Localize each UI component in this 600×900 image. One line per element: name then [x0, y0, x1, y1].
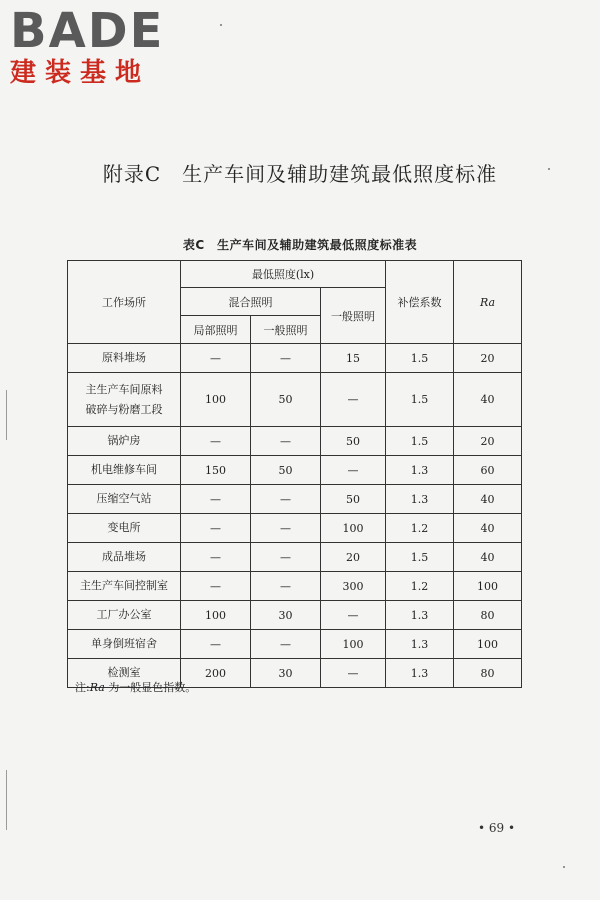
speck: [220, 24, 222, 26]
cell-compensation: 1.3: [386, 485, 454, 514]
cell-compensation: 1.5: [386, 543, 454, 572]
cell-local-lighting: 100: [181, 373, 251, 427]
note-text: 为一般显色指数。: [108, 681, 197, 694]
scan-edge-line: [6, 390, 7, 440]
cell-local-lighting: —: [181, 344, 251, 373]
workplace-line: 主生产车间控制室: [80, 579, 168, 592]
cell-general-in-mixed: —: [251, 630, 321, 659]
cell-ra: 60: [454, 456, 522, 485]
cell-workplace: [68, 456, 181, 485]
logo-subtitle: 建装基地: [10, 58, 151, 88]
cell-workplace: [68, 514, 181, 543]
cell-compensation: 1.5: [386, 427, 454, 456]
table-body: [68, 344, 522, 688]
cell-general-in-mixed: —: [251, 514, 321, 543]
illuminance-table: [67, 260, 522, 688]
table-title: 表C 生产车间及辅助建筑最低照度标准表: [182, 238, 418, 252]
cell-local-lighting: 100: [181, 601, 251, 630]
cell-workplace: [68, 373, 181, 427]
table-row: [68, 456, 522, 485]
cell-general-lighting: 100: [321, 630, 386, 659]
cell-general-in-mixed: —: [251, 344, 321, 373]
cell-compensation: 1.3: [386, 659, 454, 688]
cell-workplace: [68, 572, 181, 601]
cell-general-lighting: —: [321, 456, 386, 485]
cell-compensation: 1.3: [386, 630, 454, 659]
cell-workplace: [68, 485, 181, 514]
logo-word: BADE: [10, 3, 165, 59]
header-mixed-lighting: 混合照明: [181, 288, 321, 316]
workplace-line: 破碎与粉磨工段: [85, 402, 163, 416]
cell-local-lighting: —: [181, 427, 251, 456]
workplace-line: 工厂办公室: [96, 608, 152, 621]
header-min-illuminance: 最低照度(lx): [181, 261, 386, 288]
cell-compensation: 1.3: [386, 456, 454, 485]
cell-general-lighting: —: [321, 373, 386, 427]
cell-workplace: [68, 427, 181, 456]
cell-general-in-mixed: —: [251, 543, 321, 572]
note-prefix: 注:: [75, 681, 90, 694]
cell-general-in-mixed: —: [251, 572, 321, 601]
table-note: [75, 679, 196, 695]
header-workplace: 工作场所: [68, 261, 181, 344]
header-general-in-mixed: 一般照明: [251, 316, 321, 344]
cell-ra: 20: [454, 427, 522, 456]
cell-general-lighting: 100: [321, 514, 386, 543]
cell-ra: 100: [454, 630, 522, 659]
table-row: [68, 630, 522, 659]
cell-local-lighting: —: [181, 572, 251, 601]
cell-general-in-mixed: 50: [251, 456, 321, 485]
cell-ra: 40: [454, 373, 522, 427]
cell-general-in-mixed: 30: [251, 601, 321, 630]
cell-general-lighting: 50: [321, 427, 386, 456]
page-number: • 69 •: [478, 821, 516, 835]
table-row: [68, 485, 522, 514]
cell-workplace: [68, 630, 181, 659]
cell-workplace: [68, 543, 181, 572]
logo: [10, 3, 165, 88]
workplace-line: 变电所: [107, 521, 141, 534]
cell-local-lighting: 200: [181, 659, 251, 688]
cell-ra: 40: [454, 543, 522, 572]
table-row: [68, 543, 522, 572]
header-compensation: 补偿系数: [386, 261, 454, 344]
cell-ra: 40: [454, 514, 522, 543]
cell-general-in-mixed: 30: [251, 659, 321, 688]
cell-ra: 80: [454, 601, 522, 630]
workplace-line: 检测室: [107, 666, 141, 679]
cell-compensation: 1.5: [386, 344, 454, 373]
note-term: Ra: [89, 681, 105, 694]
cell-general-in-mixed: —: [251, 427, 321, 456]
table-row: [68, 514, 522, 543]
cell-workplace: [68, 601, 181, 630]
header-ra: Ra: [454, 261, 522, 344]
cell-general-in-mixed: —: [251, 485, 321, 514]
cell-general-lighting: 15: [321, 344, 386, 373]
cell-local-lighting: —: [181, 485, 251, 514]
table-row: [68, 373, 522, 427]
table-row: [68, 572, 522, 601]
scan-edge-line: [6, 770, 7, 830]
workplace-line: 主生产车间原料: [85, 382, 163, 396]
cell-ra: 100: [454, 572, 522, 601]
cell-general-lighting: 50: [321, 485, 386, 514]
speck: [563, 866, 565, 868]
table-row: [68, 344, 522, 373]
cell-general-lighting: —: [321, 659, 386, 688]
cell-workplace: [68, 344, 181, 373]
cell-ra: 20: [454, 344, 522, 373]
workplace-line: 压缩空气站: [96, 492, 152, 505]
table-row: [68, 427, 522, 456]
cell-ra: 40: [454, 485, 522, 514]
cell-ra: 80: [454, 659, 522, 688]
cell-compensation: 1.2: [386, 572, 454, 601]
cell-general-in-mixed: 50: [251, 373, 321, 427]
cell-compensation: 1.5: [386, 373, 454, 427]
cell-local-lighting: 150: [181, 456, 251, 485]
cell-local-lighting: —: [181, 630, 251, 659]
cell-general-lighting: 20: [321, 543, 386, 572]
cell-general-lighting: —: [321, 601, 386, 630]
header-general-lighting: 一般照明: [321, 288, 386, 344]
appendix-title: 附录C 生产车间及辅助建筑最低照度标准: [102, 162, 498, 186]
table-row: [68, 601, 522, 630]
workplace-line: 成品堆场: [102, 550, 146, 563]
workplace-line: 锅炉房: [107, 434, 141, 447]
cell-compensation: 1.3: [386, 601, 454, 630]
cell-local-lighting: —: [181, 514, 251, 543]
cell-general-lighting: 300: [321, 572, 386, 601]
workplace-line: 原料堆场: [102, 351, 146, 364]
header-local-lighting: 局部照明: [181, 316, 251, 344]
workplace-line: 机电维修车间: [91, 463, 157, 476]
workplace-line: 单身倒班宿舍: [91, 637, 157, 650]
cell-local-lighting: —: [181, 543, 251, 572]
cell-compensation: 1.2: [386, 514, 454, 543]
